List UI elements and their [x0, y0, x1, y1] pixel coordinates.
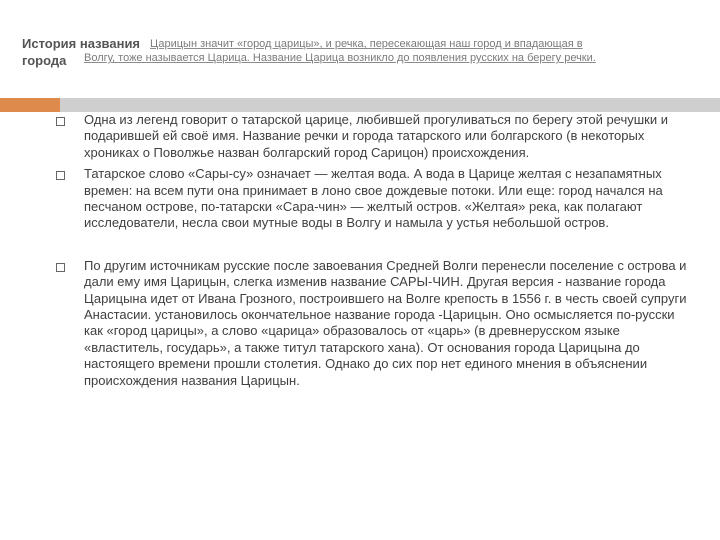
bullet-text: Татарское слово «Сары-су» означает — желтая вода. А вода в Царице желтая с незапамятных времен: на всем пути она принимает в лоно свое дождевые потоки. Или еще: город начался на песчаном острове, по-татарски «Сара-чин» — желтый остров. «Желтая» река, как полагают исследователи, несла свои мутные воды в Волгу и намыла у устья небольшой остров.	[84, 166, 663, 231]
bullet-text: По другим источникам русские после завоевания Средней Волги перенесли поселение с острова и дали ему имя Царицын, слегка изменив название САРЫ-ЧИН. Другая версия - название города Царицына идет от Ивана Грозного, построившего на Волге крепость в 1556 г. в честь своей супруги Анастасии. установилось окончательное название города -Царицын. Оно осмысляется по-русски как «город царицы», а слово «царица» образовалось от «царь» (в древнерусском языке «властитель, государь», а также титул татарского хана). От основания города Царицына до настоящего времени прошли столетия. Однако до сих пор нет единого мнения в объяснении происхождения названия Царицын.	[84, 257, 687, 388]
accent-bar	[60, 98, 720, 112]
bullet-item	[52, 166, 692, 232]
bullet-text: Одна из легенд говорит о татарской царице, любившей прогуливаться по берегу этой речушки и подарившей ей своё имя. Название речки и города татарского или болгарского (в некоторых хрониках о Поволжье назван болгарский город Сарицон) происхождения.	[84, 112, 669, 160]
bullet-list	[52, 112, 692, 389]
bullet-item	[52, 258, 692, 389]
square-bullet-icon	[56, 117, 65, 126]
bullet-item	[52, 112, 692, 161]
slide-title-line1: История названия	[22, 36, 141, 51]
slide-title-line2: города	[22, 53, 67, 68]
slide-header	[0, 34, 720, 74]
square-bullet-icon	[56, 263, 65, 272]
square-bullet-icon	[56, 171, 65, 180]
hyperlink-text-line1[interactable]: Царицын значит «город царицы», и речка, пересекающая наш город и впадающая в	[150, 38, 583, 50]
hyperlink-text-line2[interactable]: Волгу, тоже называется Царица. Название Царица возникло до появления русских на берегу речки.	[84, 52, 596, 64]
accent-block	[0, 98, 60, 112]
